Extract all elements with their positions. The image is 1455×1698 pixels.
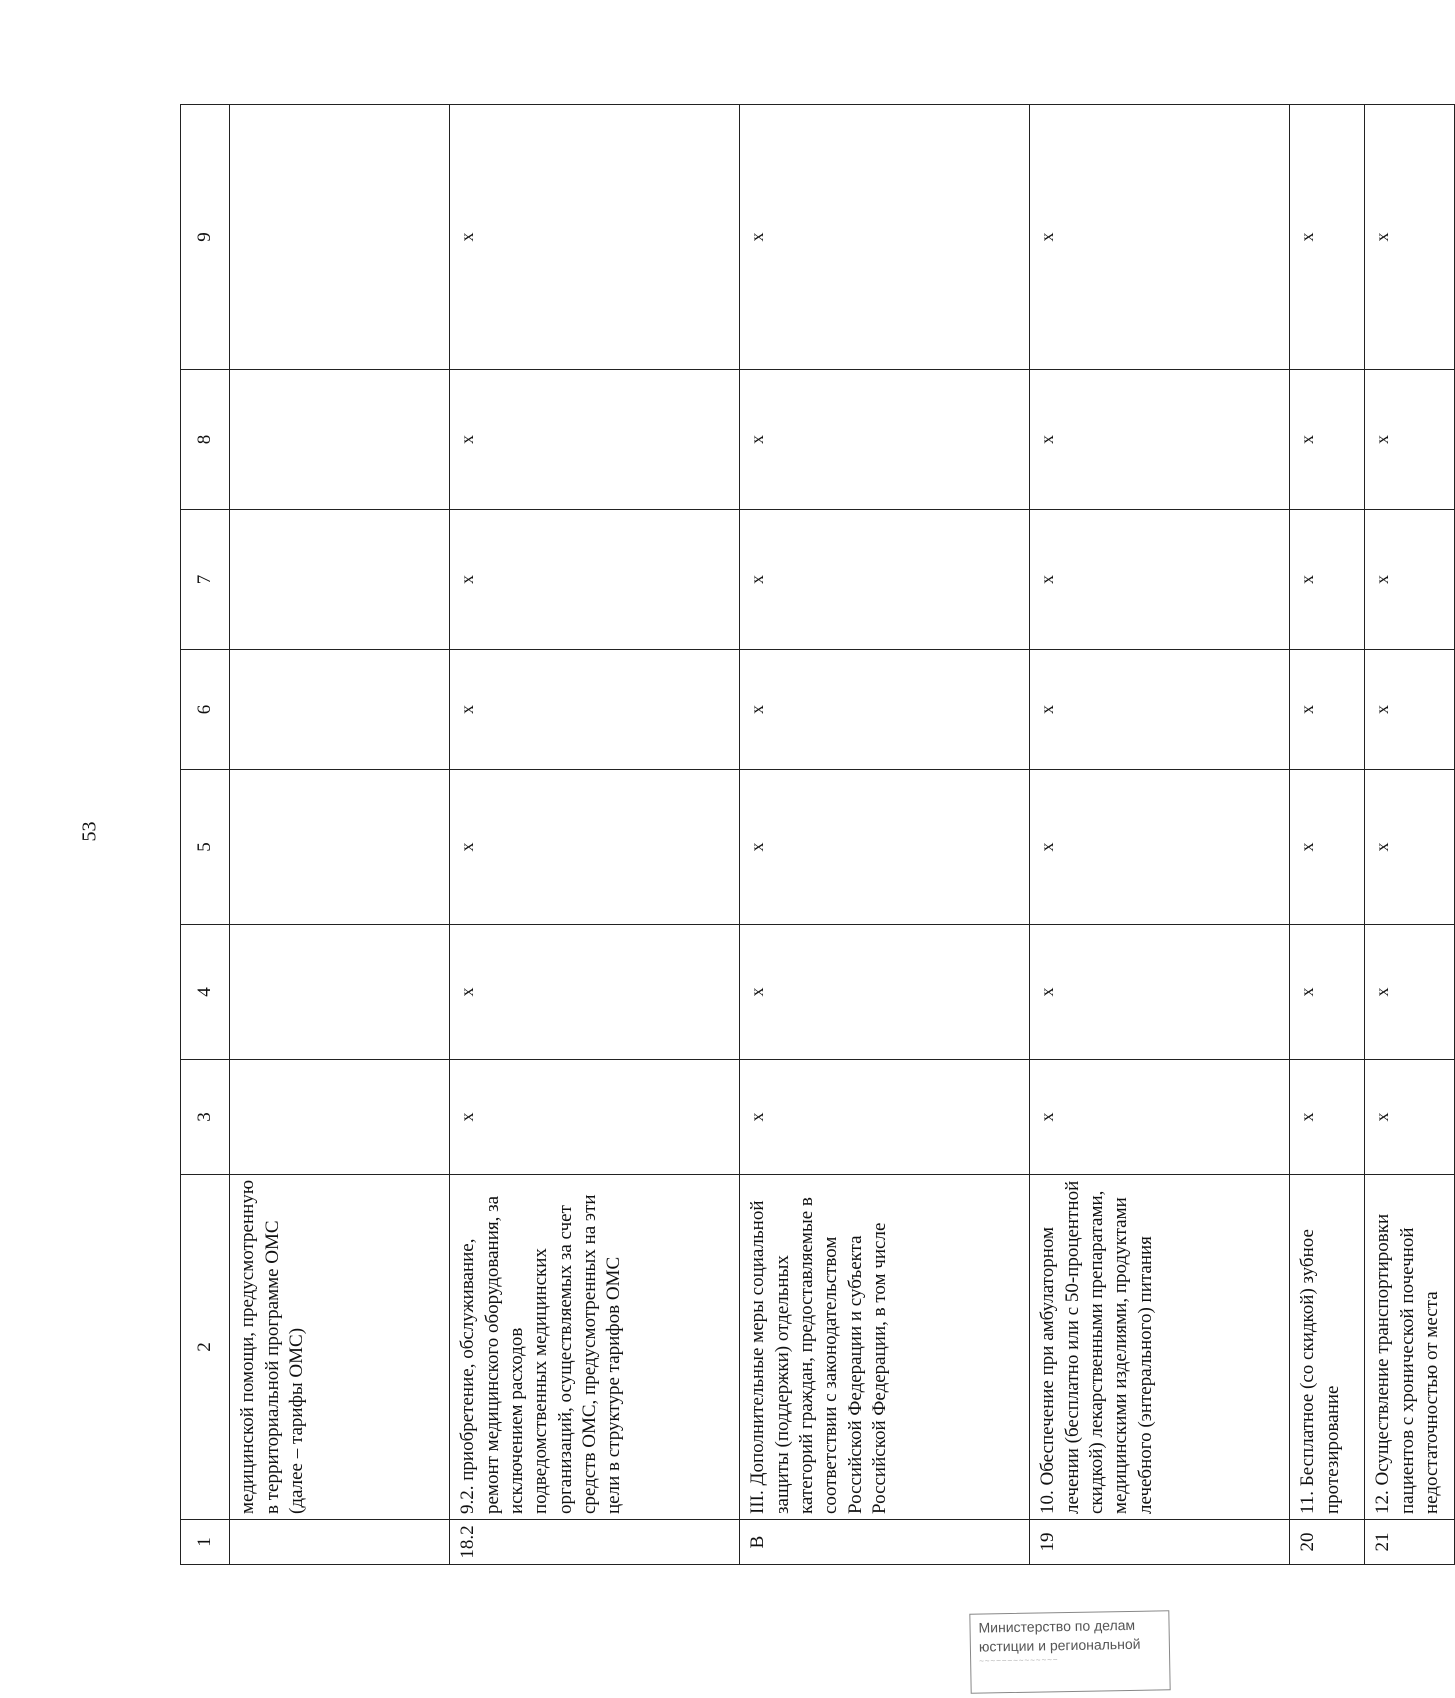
- header-cell: 2: [181, 1175, 230, 1520]
- value-cell: х: [1030, 770, 1290, 925]
- value-cell: х: [1290, 510, 1365, 650]
- header-cell: 4: [181, 925, 230, 1060]
- value-cell: х: [1290, 770, 1365, 925]
- value-cell: х: [1290, 925, 1365, 1060]
- ministry-stamp: [969, 1610, 1170, 1693]
- stamp-faint-text: ~~~~~~~~~~~~~~: [979, 1654, 1059, 1666]
- value-cell: х: [740, 770, 1030, 925]
- value-cell: х: [1365, 105, 1455, 370]
- value-cell: х: [1365, 770, 1455, 925]
- value-cell: [230, 1060, 450, 1175]
- value-cell: х: [740, 370, 1030, 510]
- row-number: [230, 1520, 450, 1565]
- header-cell: 8: [181, 370, 230, 510]
- header-cell: 6: [181, 650, 230, 770]
- value-cell: х: [1030, 1060, 1290, 1175]
- row-number: В: [740, 1520, 1030, 1565]
- row-description: 9.2. приобретение, обслуживание, ремонт медицинского оборудования, за исключением расходов подведомственных медицинских организаций, осуществляемых за счет средств ОМС, предусмотренных на эти цели в структуре тарифов ОМС: [450, 1175, 740, 1520]
- stamp-line: юстиции и региональной: [978, 1635, 1141, 1655]
- header-cell: 7: [181, 510, 230, 650]
- value-cell: х: [450, 105, 740, 370]
- value-cell: [230, 370, 450, 510]
- header-cell: 5: [181, 770, 230, 925]
- value-cell: х: [1365, 925, 1455, 1060]
- row-description: 12. Осуществление транспортировки пациентов с хронической почечной недостаточностью от места: [1365, 1175, 1455, 1520]
- table-row: [1030, 105, 1290, 1565]
- value-cell: х: [740, 105, 1030, 370]
- table-row: [230, 105, 450, 1565]
- value-cell: [230, 105, 450, 370]
- page-number: 53: [78, 821, 101, 842]
- table-row: [1290, 105, 1365, 1565]
- value-cell: х: [1030, 650, 1290, 770]
- table-row: [450, 105, 740, 1565]
- row-number: 20: [1290, 1520, 1365, 1565]
- value-cell: х: [1030, 370, 1290, 510]
- value-cell: х: [740, 510, 1030, 650]
- table-row: [1365, 105, 1455, 1565]
- value-cell: х: [450, 770, 740, 925]
- row-description: медицинской помощи, предусмотренную в территориальной программе ОМС (далее – тарифы ОМС): [230, 1175, 450, 1520]
- value-cell: х: [450, 650, 740, 770]
- value-cell: х: [450, 1060, 740, 1175]
- value-cell: х: [740, 1060, 1030, 1175]
- value-cell: х: [1290, 370, 1365, 510]
- stamp-line: Министерство по делам: [978, 1616, 1136, 1636]
- value-cell: х: [1365, 370, 1455, 510]
- value-cell: х: [1290, 1060, 1365, 1175]
- value-cell: х: [1365, 510, 1455, 650]
- value-cell: х: [450, 925, 740, 1060]
- value-cell: х: [450, 510, 740, 650]
- value-cell: х: [1365, 1060, 1455, 1175]
- row-description: III. Дополнительные меры социальной защиты (поддержки) отдельных категорий граждан, предоставляемые в соответствии с законодательством Российской Федерации и субъекта Российской Федерации, в том числе: [740, 1175, 1030, 1520]
- rotated-table-wrapper: [180, 105, 1442, 1565]
- table-row: [740, 105, 1030, 1565]
- value-cell: [230, 770, 450, 925]
- header-cell: 9: [181, 105, 230, 370]
- budget-table: [180, 104, 1455, 1565]
- value-cell: х: [450, 370, 740, 510]
- value-cell: х: [740, 650, 1030, 770]
- value-cell: [230, 510, 450, 650]
- header-row: [181, 105, 230, 1565]
- row-number: 18.2: [450, 1520, 740, 1565]
- value-cell: х: [1030, 925, 1290, 1060]
- header-cell: 1: [181, 1520, 230, 1565]
- value-cell: [230, 650, 450, 770]
- header-cell: 3: [181, 1060, 230, 1175]
- value-cell: х: [1030, 105, 1290, 370]
- row-number: 19: [1030, 1520, 1290, 1565]
- row-description: 10. Обеспечение при амбулаторном лечении (бесплатно или с 50-процентной скидкой) лекарственными препаратами, медицинскими изделиями, продуктами лечебного (энтерального) питания: [1030, 1175, 1290, 1520]
- value-cell: [230, 925, 450, 1060]
- value-cell: х: [1290, 105, 1365, 370]
- value-cell: х: [1365, 650, 1455, 770]
- value-cell: х: [1030, 510, 1290, 650]
- value-cell: х: [740, 925, 1030, 1060]
- value-cell: х: [1290, 650, 1365, 770]
- row-description: 11. Бесплатное (со скидкой) зубное протезирование: [1290, 1175, 1365, 1520]
- row-number: 21: [1365, 1520, 1455, 1565]
